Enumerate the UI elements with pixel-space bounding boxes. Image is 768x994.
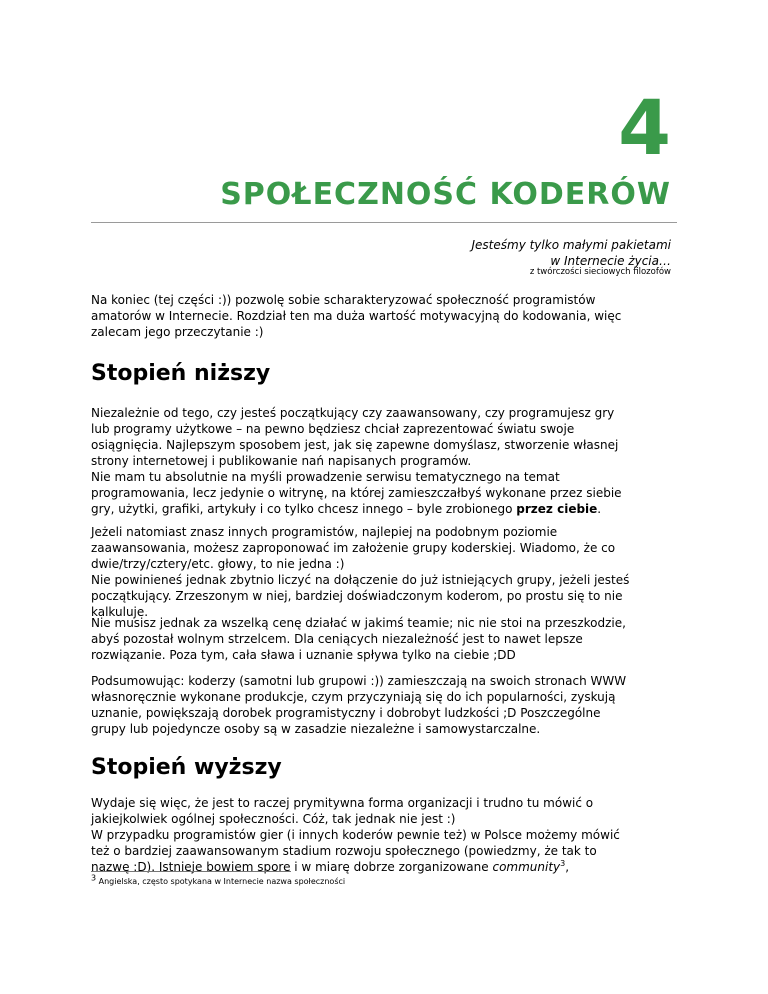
text-line: W przypadku programistów gier (i innych koderów pewnie też) w Polsce możemy mówić <box>91 828 620 842</box>
chapter-title: SPOŁECZNOŚĆ KODERÓW <box>220 177 671 212</box>
text-line: jakiejkolwiek ogólnej społeczności. Cóż, tak jednak nie jest :) <box>91 812 456 826</box>
text-run: , <box>565 860 570 874</box>
footnote-mark: 3 <box>91 873 97 883</box>
text-line: też o bardziej zaawansowanym stadium rozwoju społecznego (powiedzmy, że tak to <box>91 844 597 858</box>
paragraph <box>91 795 681 875</box>
section-heading: Stopień niższy <box>91 361 271 386</box>
text-line: Wydaje się więc, że jest to raczej prymitywna forma organizacji i trudno tu mówić o <box>91 796 594 810</box>
footnote-reference[interactable]: 3 <box>560 859 566 868</box>
text-line: Jeżeli natomiast znasz innych programistów, najlepiej na podobnym poziomie <box>91 525 558 539</box>
text-line: osiągnięcia. Najlepszym sposobem jest, jak się zapewne domyślasz, stworzenie własnej <box>91 438 619 452</box>
text-line: kalkuluje. <box>91 605 149 619</box>
footnote-divider <box>91 871 291 872</box>
text-line: programowania, lecz jedynie o witrynę, na której zamieszczałbyś wykonane przez siebie <box>91 486 622 500</box>
paragraph <box>91 673 681 737</box>
text-line: własnoręcznie wykonane produkcje, czym przyczyniają się do ich popularności, zyskują <box>91 690 616 704</box>
text-line: Nie musisz jednak za wszelką cenę działać w jakimś teamie; nic nie stoi na przeszkodzie, <box>91 616 626 630</box>
title-divider <box>91 222 677 223</box>
paragraph <box>91 524 681 620</box>
text-line <box>91 501 681 517</box>
text-line: Podsumowując: koderzy (samotni lub grupowi :)) zamieszczają na swoich stronach WWW <box>91 674 627 688</box>
intro-paragraph <box>91 292 681 340</box>
text-line: zaawansowania, możesz zaproponować im założenie grupy koderskiej. Wiadomo, że co <box>91 541 616 555</box>
text-line: zalecam jego przeczytanie :) <box>91 325 264 339</box>
epigraph <box>471 237 671 269</box>
text-line: Niezależnie od tego, czy jesteś początkujący czy zaawansowany, czy programujesz gry <box>91 406 615 420</box>
paragraph <box>91 405 681 517</box>
text-line: Na koniec (tej części :)) pozwolę sobie scharakteryzować społeczność programistów <box>91 293 596 307</box>
text-line: Nie powinieneś jednak zbytnio liczyć na dołączenie do już istniejących grupy, jeżeli jesteś <box>91 573 630 587</box>
footnote <box>91 873 346 887</box>
text-line: rozwiązanie. Poza tym, cała sława i uznanie spływa tylko na ciebie ;DD <box>91 648 516 662</box>
text-line: lub programy użytkowe – na pewno będziesz chciał zaprezentować światu swoje <box>91 422 575 436</box>
text-line: amatorów w Internecie. Rozdział ten ma duża wartość motywacyjną do kodowania, więc <box>91 309 622 323</box>
emphasis-text: przez ciebie <box>516 502 598 516</box>
footnote-text: Angielska, często spotykana w Internecie nazwa społeczności <box>96 877 346 886</box>
paragraph <box>91 615 681 663</box>
text-line: uznanie, powiększają dorobek programistyczny i dobrobyt ludzkości ;D Poszczególne <box>91 706 601 720</box>
section-heading: Stopień wyższy <box>91 755 282 780</box>
text-line: abyś pozostał wolnym strzelcem. Dla ceniących niezależność jest to nawet lepsze <box>91 632 583 646</box>
text-run: nazwę :D). Istnieje bowiem spore i w miarę dobrze zorganizowane <box>91 860 493 874</box>
text-line <box>91 859 681 875</box>
italic-term: community <box>492 860 561 874</box>
epigraph-source: z twórczości sieciowych filozofów <box>529 267 671 277</box>
text-line: początkujący. Zrzeszonym w niej, bardziej doświadczonym koderom, po prostu się to nie <box>91 589 623 603</box>
text-line: dwie/trzy/cztery/etc. głowy, to nie jedna :) <box>91 557 345 571</box>
text-line: grupy lub pojedyncze osoby są w zasadzie niezależne i samowystarczalne. <box>91 722 541 736</box>
chapter-number: 4 <box>618 83 671 172</box>
text-run: gry, użytki, grafiki, artykuły i co tylko chcesz innego – byle zrobionego <box>91 502 517 516</box>
epigraph-line: Jesteśmy tylko małymi pakietami <box>471 238 671 252</box>
text-line: Nie mam tu absolutnie na myśli prowadzenie serwisu tematycznego na temat <box>91 470 560 484</box>
text-line: strony internetowej i publikowanie nań napisanych programów. <box>91 454 472 468</box>
text-run: . <box>597 502 602 516</box>
epigraph-line: w Internecie życia… <box>550 254 671 268</box>
